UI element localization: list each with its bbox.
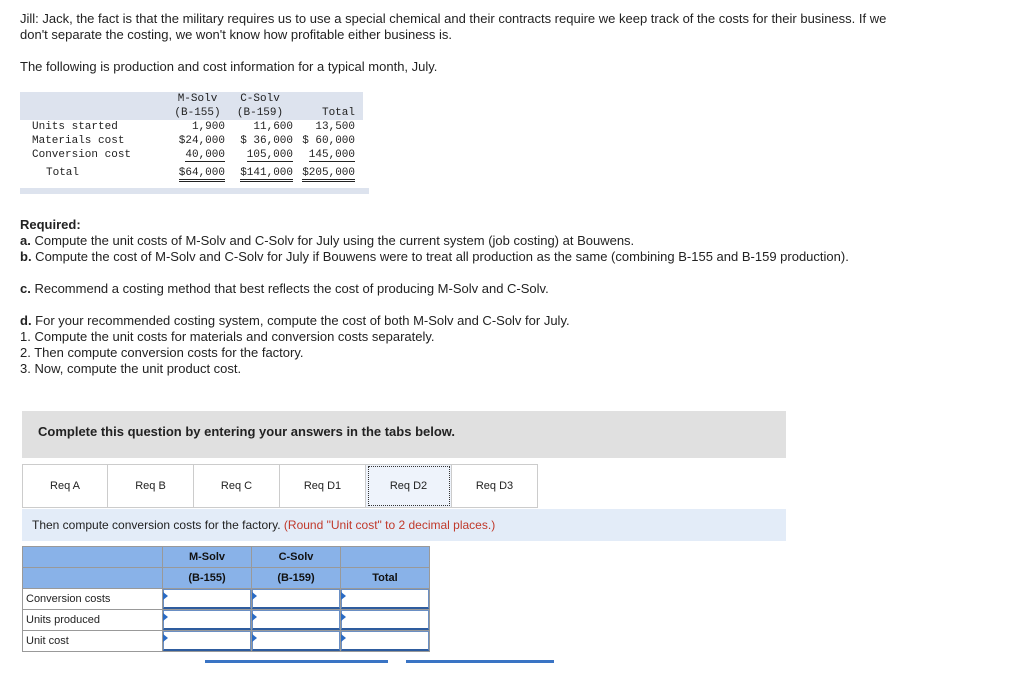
cell-value: $205,000	[302, 167, 355, 182]
tab-req-a[interactable]: Req A	[22, 464, 108, 508]
units-produced-total-input[interactable]	[341, 610, 429, 630]
prev-button[interactable]	[205, 660, 388, 663]
answer-header-blank	[23, 568, 163, 589]
tab-req-d1[interactable]: Req D1	[280, 464, 366, 508]
input-marker-icon	[341, 634, 346, 642]
req-d1-text: 1. Compute the unit costs for materials and conversion costs separately.	[20, 329, 435, 344]
instruction-bar	[22, 509, 786, 541]
req-c-text: c. Recommend a costing method that best reflects the cost of producing M-Solv and C-Solv.	[20, 281, 549, 296]
table-bottom-strip	[20, 188, 369, 194]
row-label: Units started	[32, 121, 118, 133]
req-d-text: d. For your recommended costing system, compute the cost of both M-Solv and C-Solv for July.	[20, 313, 570, 328]
answer-row-label: Units produced	[23, 610, 163, 631]
input-marker-icon	[252, 634, 257, 642]
req-a-text: a. Compute the unit costs of M-Solv and C-Solv for July using the current system (job costing) at Bouwens.	[20, 233, 635, 248]
unit-cost-total-input[interactable]	[341, 631, 429, 651]
header-c-code: (B-159)	[227, 106, 295, 120]
instruction-text: Then compute conversion costs for the factory.	[32, 518, 281, 532]
header-m-solv: M-Solv	[170, 92, 227, 106]
cell-value: 11,600	[253, 121, 293, 133]
row-label: Materials cost	[32, 135, 125, 147]
answer-header-blank	[23, 547, 163, 568]
tab-req-b[interactable]: Req B	[108, 464, 194, 508]
cell-value: 13,500	[315, 121, 355, 133]
conversion-costs-c-solv-input[interactable]	[252, 589, 340, 609]
intro-paragraph-1: Jill: Jack, the fact is that the military requires us to use a special chemical and their contracts require we keep track of the costs for their business. If we don't separate the costing, we won't know how profitable either business is.	[20, 11, 887, 42]
input-marker-icon	[163, 592, 168, 600]
row-label: Total	[46, 167, 80, 179]
answer-header-c-code: (B-159)	[252, 568, 341, 589]
answer-row-label: Unit cost	[23, 631, 163, 652]
answer-header-c-solv: C-Solv	[252, 547, 341, 568]
answer-header-m-code: (B-155)	[163, 568, 252, 589]
intro-text	[20, 11, 900, 75]
cell-value: 145,000	[308, 149, 355, 161]
header-total: Total	[295, 106, 363, 120]
required-section	[20, 217, 900, 377]
rounding-note: (Round "Unit cost" to 2 decimal places.)	[283, 518, 496, 532]
req-b-text: b. Compute the cost of M-Solv and C-Solv for July if Bouwens were to treat all production as the same (combining B-155 and B-159 production).	[20, 249, 849, 264]
cell-value: $64,000	[179, 167, 225, 182]
input-marker-icon	[341, 613, 346, 621]
input-marker-icon	[163, 634, 168, 642]
input-marker-icon	[252, 592, 257, 600]
input-marker-icon	[163, 613, 168, 621]
input-marker-icon	[252, 613, 257, 621]
cell-value: $ 60,000	[302, 135, 355, 147]
answer-header-blank	[341, 547, 430, 568]
intro-paragraph-2: The following is production and cost information for a typical month, July.	[20, 59, 438, 74]
header-c-solv: C-Solv	[227, 92, 295, 106]
cell-value: 40,000	[185, 149, 225, 161]
required-title: Required:	[20, 217, 81, 232]
answer-row-label: Conversion costs	[23, 589, 163, 610]
complete-banner: Complete this question by entering your answers in the tabs below.	[22, 411, 786, 458]
requirement-tabs	[22, 464, 538, 508]
units-produced-c-solv-input[interactable]	[252, 610, 340, 630]
units-produced-m-solv-input[interactable]	[163, 610, 251, 630]
unit-cost-c-solv-input[interactable]	[252, 631, 340, 651]
conversion-costs-total-input[interactable]	[341, 589, 429, 609]
cell-value: 105,000	[246, 149, 293, 161]
cell-value: $141,000	[240, 167, 293, 182]
answer-header-total: Total	[341, 568, 430, 589]
tab-req-d3[interactable]: Req D3	[452, 464, 538, 508]
input-marker-icon	[341, 592, 346, 600]
next-button[interactable]	[406, 660, 554, 663]
row-label: Conversion cost	[32, 149, 132, 161]
answer-table	[22, 546, 430, 652]
answer-header-m-solv: M-Solv	[163, 547, 252, 568]
tab-req-d2[interactable]: Req D2	[366, 464, 452, 508]
tab-req-c[interactable]: Req C	[194, 464, 280, 508]
conversion-costs-m-solv-input[interactable]	[163, 589, 251, 609]
cost-data-table	[20, 92, 369, 194]
req-d3-text: 3. Now, compute the unit product cost.	[20, 361, 242, 376]
cell-value: $ 36,000	[240, 135, 293, 147]
cell-value: $24,000	[178, 135, 225, 147]
unit-cost-m-solv-input[interactable]	[163, 631, 251, 651]
req-d2-text: 2. Then compute conversion costs for the factory.	[20, 345, 304, 360]
cell-value: 1,900	[191, 121, 225, 133]
header-m-code: (B-155)	[170, 106, 227, 120]
